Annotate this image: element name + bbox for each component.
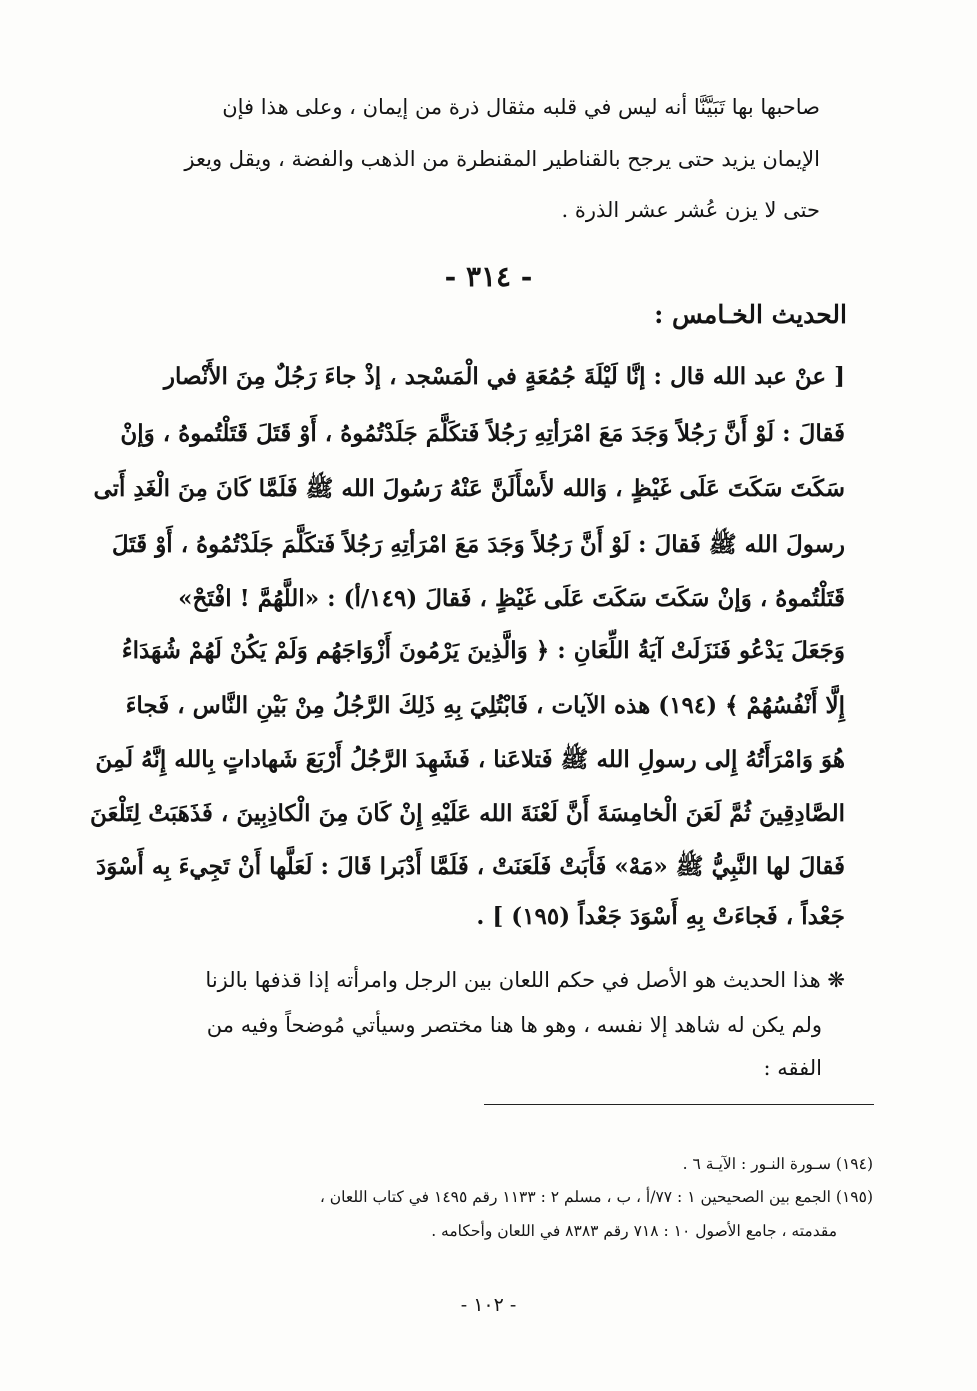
hadith-line: إِلَّا أَنْفُسُهُمْ ﴾ (١٩٤) هذه الآيات ، فَابْتُلِيَ بِهِ ذَلِكَ الرَّجُلُ مِنْ بَيْنِ النَّاس ، فَجاءَ	[125, 692, 845, 719]
hadith-line: جَعْداً ، فَجاءَتْ بِهِ أَسْوَدَ جَعْداً (١٩٥) ] .	[476, 903, 845, 930]
hadith-line: رسولَ الله ﷺ فَقالَ : لَوْ أَنَّ رَجُلاً وَجَدَ مَعَ امْرَأتِهِ رَجُلاً فَتكَلَّمَ جَلَدْتُمُوهُ ، أَوْ قَتَلَ	[111, 531, 845, 558]
intro-line: الإيمان يزيد حتى يرجح بالقناطير المقنطرة من الذهب والفضة ، ويقل ويعز	[184, 147, 820, 171]
hadith-line: وَجَعَلَ يَدْعُو فَنَزَلَتْ آيَةُ اللِّعَانِ : ﴿ وَالَّذِينَ يَرْمُونَ أَزْوَاجَهُم وَلَمْ يَكُنْ لَهُمْ شُهَدَاءُ	[121, 637, 845, 664]
hadith-number: - ٣١٤ -	[444, 260, 533, 293]
commentary-line: الفقه :	[763, 1056, 822, 1080]
footnote-line: (١٩٥) الجمع بين الصحيحين ١ : ٧٧/أ ، ب ، مسلم ٢ : ١١٣٣ رقم ١٤٩٥ في كتاب اللعان ،	[319, 1188, 873, 1206]
hadith-line: الصَّادِقِينَ ثُمَّ لَعَنَ الْخامِسَةَ أَنَّ لَعْنَةَ الله عَلَيْهِ إِنْ كَانَ مِنَ الْكاذِبِينَ ، فَذَهَبَتْ لِتَلْعَنَ	[90, 800, 845, 827]
section-title: الحديث الخـامس :	[654, 300, 847, 329]
footnote-line: (١٩٤) سـورة النـور : الآيـة ٦ .	[682, 1155, 873, 1173]
page-number: - ١٠٢ -	[460, 1294, 517, 1316]
hadith-line: فَقالَ لها النَّبِيُّ ﷺ «مَهْ» فَأَبَتْ فَلَعَنَتْ ، فَلَمَّا أَدْبَرا قَالَ : لَعَلَّها أَنْ تَجِيءَ بِه أَسْوَدَ	[96, 853, 845, 880]
footnote-line: مقدمته ، جامع الأصول ١٠ : ٧١٨ رقم ٨٣٨٣ في اللعان وأحكامه .	[431, 1222, 837, 1240]
hadith-line: فَقالَ : لَوْ أَنَّ رَجُلاً وَجَدَ مَعَ امْرَأتِهِ رَجُلاً فَتكَلَّمَ جَلَدْتُمُوهُ ، أَوْ قَتَلَ قَتَلْتُموهُ ، وَإنْ	[120, 420, 845, 447]
hadith-line: سَكَتَ سَكَتَ عَلَى غَيْظٍ ، وَالله لأَسْأَلَنَّ عَنْهُ رَسُولَ الله ﷺ فَلَمَّا كَانَ مِنَ الْغَدِ أَتى	[93, 475, 845, 502]
intro-line: حتى لا يزن عُشر عشر الذرة .	[561, 198, 820, 222]
intro-line: صاحبها بها تَبَيَّنَّا أنه ليس في قلبه مثقال ذرة من إيمان ، وعلى هذا فإن	[222, 95, 820, 119]
hadith-line: هُوَ وَامْرَأَتُهُ إِلى رسولِ الله ﷺ فَتلاعَنا ، فَشَهِدَ الرَّجُلُ أَرْبَعَ شَهاداتٍ بِالله إِنَّهُ لَمِنَ	[95, 746, 845, 773]
footnote-divider	[484, 1104, 874, 1105]
hadith-line: [ عنْ عبد الله قال : إنَّا لَيْلَةَ جُمُعَةٍ في الْمَسْجد ، إذْ جاءَ رَجُلٌ مِنَ الأَنْصار	[163, 363, 845, 390]
commentary-line: ❋ هذا الحديث هو الأصل في حكم اللعان بين الرجل وامرأته إذا قذفها بالزنا	[205, 968, 845, 992]
commentary-line: ولم يكن له شاهد إلا نفسه ، وهو ها هنا مختصر وسيأتي مُوضحاً وفيه من	[206, 1013, 822, 1037]
hadith-line: قَتَلْتُموهُ ، وَإنْ سَكَتَ سَكَتَ عَلَى غَيْظٍ ، فَقالَ (١٤٩/أ) : «اللَّهُمَّ ! افْتَحْ»	[178, 585, 845, 612]
